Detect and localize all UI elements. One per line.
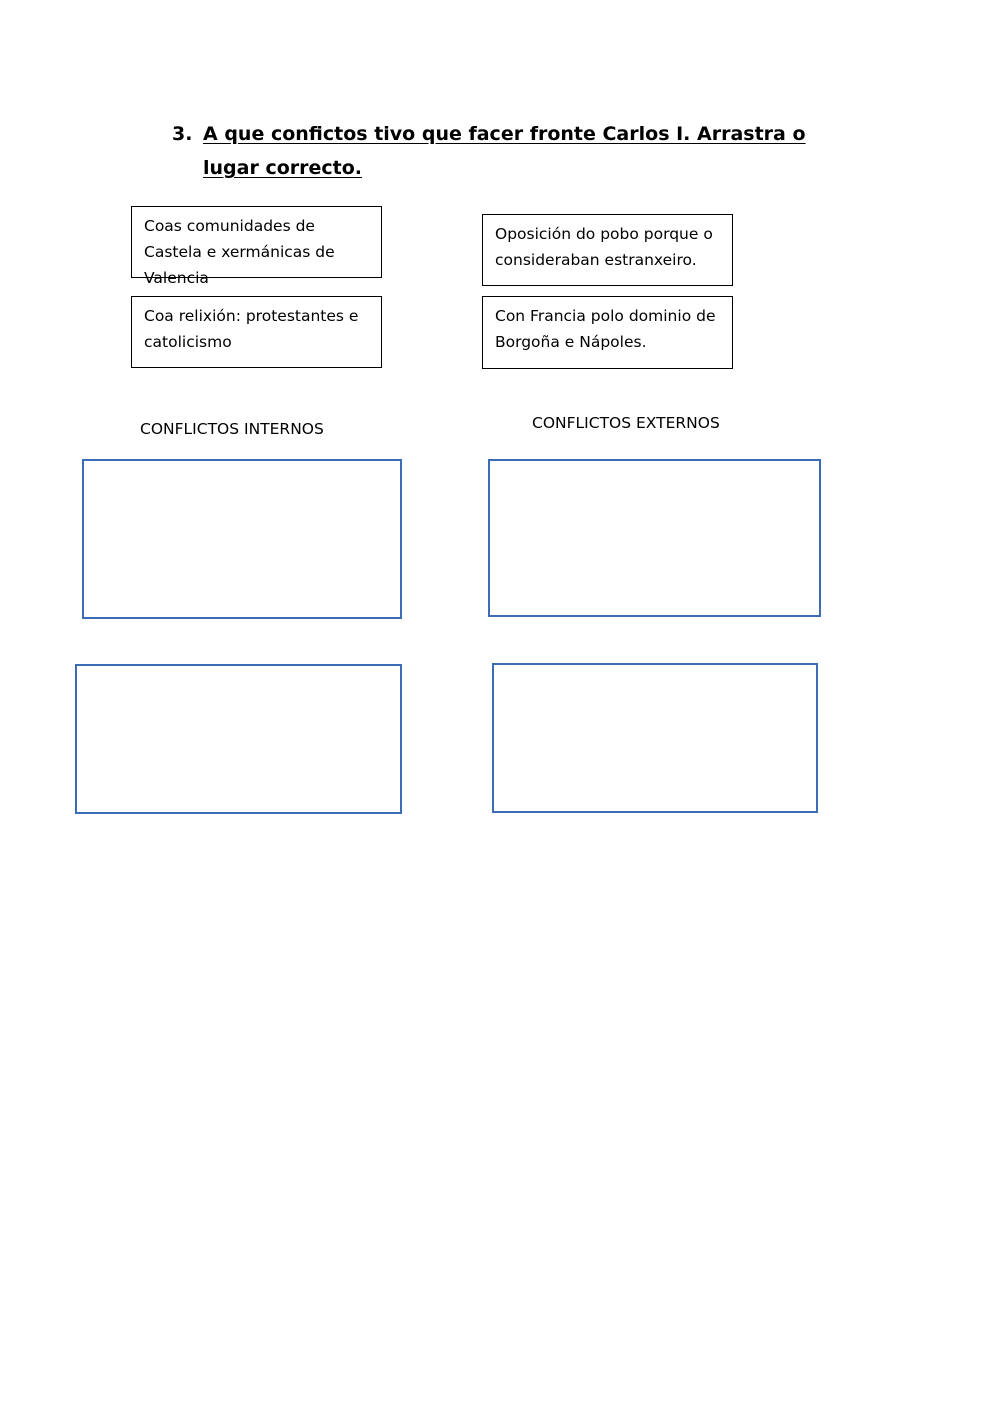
- drop-zone-internal-2[interactable]: [75, 664, 402, 814]
- question-text: A que confictos tivo que facer fronte Carlos I. Arrastra o lugar correcto.: [203, 123, 806, 179]
- external-conflicts-heading: CONFLICTOS EXTERNOS: [532, 414, 720, 432]
- drop-zone-internal-1[interactable]: [82, 459, 402, 619]
- question-number: 3.: [172, 123, 193, 145]
- draggable-card-comunidades[interactable]: Coas comunidades de Castela e xermánicas de Valencia: [131, 206, 382, 278]
- drop-zone-external-2[interactable]: [492, 663, 818, 813]
- drop-zone-external-1[interactable]: [488, 459, 821, 617]
- draggable-card-oposicion-pobo[interactable]: Oposición do pobo porque o consideraban estranxeiro.: [482, 214, 733, 286]
- draggable-card-francia[interactable]: Con Francia polo dominio de Borgoña e Nápoles.: [482, 296, 733, 369]
- draggable-card-relixion[interactable]: Coa relixión: protestantes e catolicismo: [131, 296, 382, 368]
- internal-conflicts-heading: CONFLICTOS INTERNOS: [140, 420, 324, 438]
